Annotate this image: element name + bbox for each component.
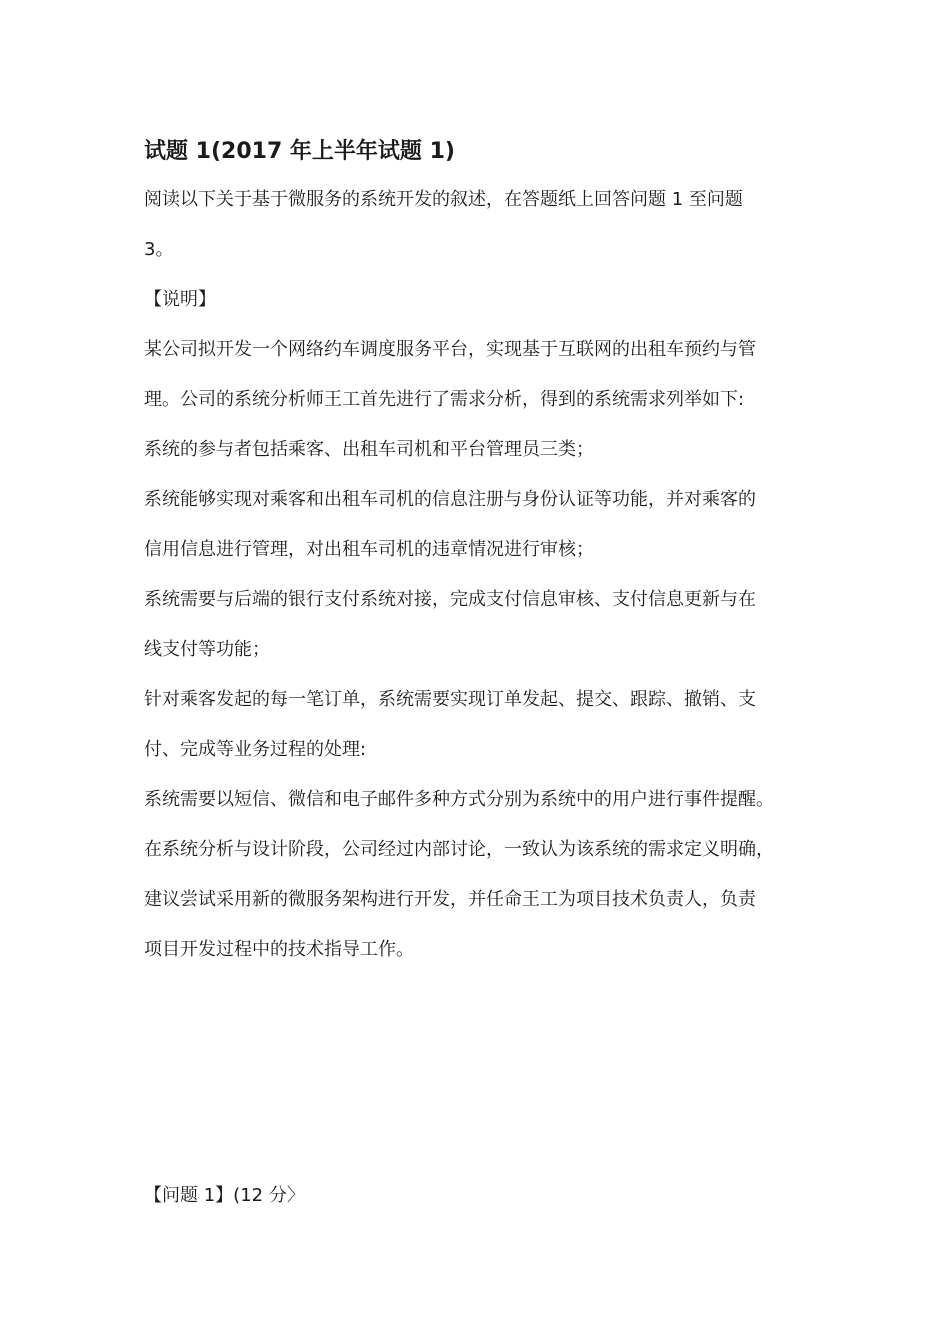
body-line: 理。公司的系统分析师王工首先进行了需求分析，得到的系统需求列举如下:	[144, 389, 745, 410]
intro-line-1: 阅读以下关于基于微服务的系统开发的叙述，在答题纸上回答问题 1 至问题	[144, 189, 743, 210]
body-line: 线支付等功能；	[144, 639, 270, 660]
body-line: 系统需要与后端的银行支付系统对接，完成支付信息审核、支付信息更新与在	[144, 589, 756, 610]
body-line: 系统能够实现对乘客和出租车司机的信息注册与身份认证等功能，并对乘客的	[144, 489, 756, 510]
question-1-label: 【问题 1】(12 分〉	[144, 1185, 305, 1206]
body-line: 付、完成等业务过程的处理:	[144, 739, 367, 760]
body-line: 某公司拟开发一个网络约车调度服务平台，实现基于互联网的出租车预约与管	[144, 339, 756, 360]
body-line: 系统的参与者包括乘客、出租车司机和平台管理员三类；	[144, 439, 594, 460]
question-title: 试题 1(2017 年上半年试题 1)	[144, 139, 455, 164]
body-line: 在系统分析与设计阶段，公司经过内部讨论，一致认为该系统的需求定义明确，	[144, 839, 774, 860]
body-line: 建议尝试采用新的微服务架构进行开发，并任命王工为项目技术负责人，负责	[144, 889, 756, 910]
body-line: 信用信息进行管理，对出租车司机的违章情况进行审核；	[144, 539, 594, 560]
body-line: 系统需要以短信、微信和电子邮件多种方式分别为系统中的用户进行事件提醒。	[144, 789, 774, 810]
body-line: 项目开发过程中的技术指导工作。	[144, 939, 414, 960]
intro-line-2: 3。	[144, 239, 174, 260]
body-line: 针对乘客发起的每一笔订单，系统需要实现订单发起、提交、跟踪、撤销、支	[144, 689, 756, 710]
section-label-description: 【说明】	[144, 289, 216, 310]
